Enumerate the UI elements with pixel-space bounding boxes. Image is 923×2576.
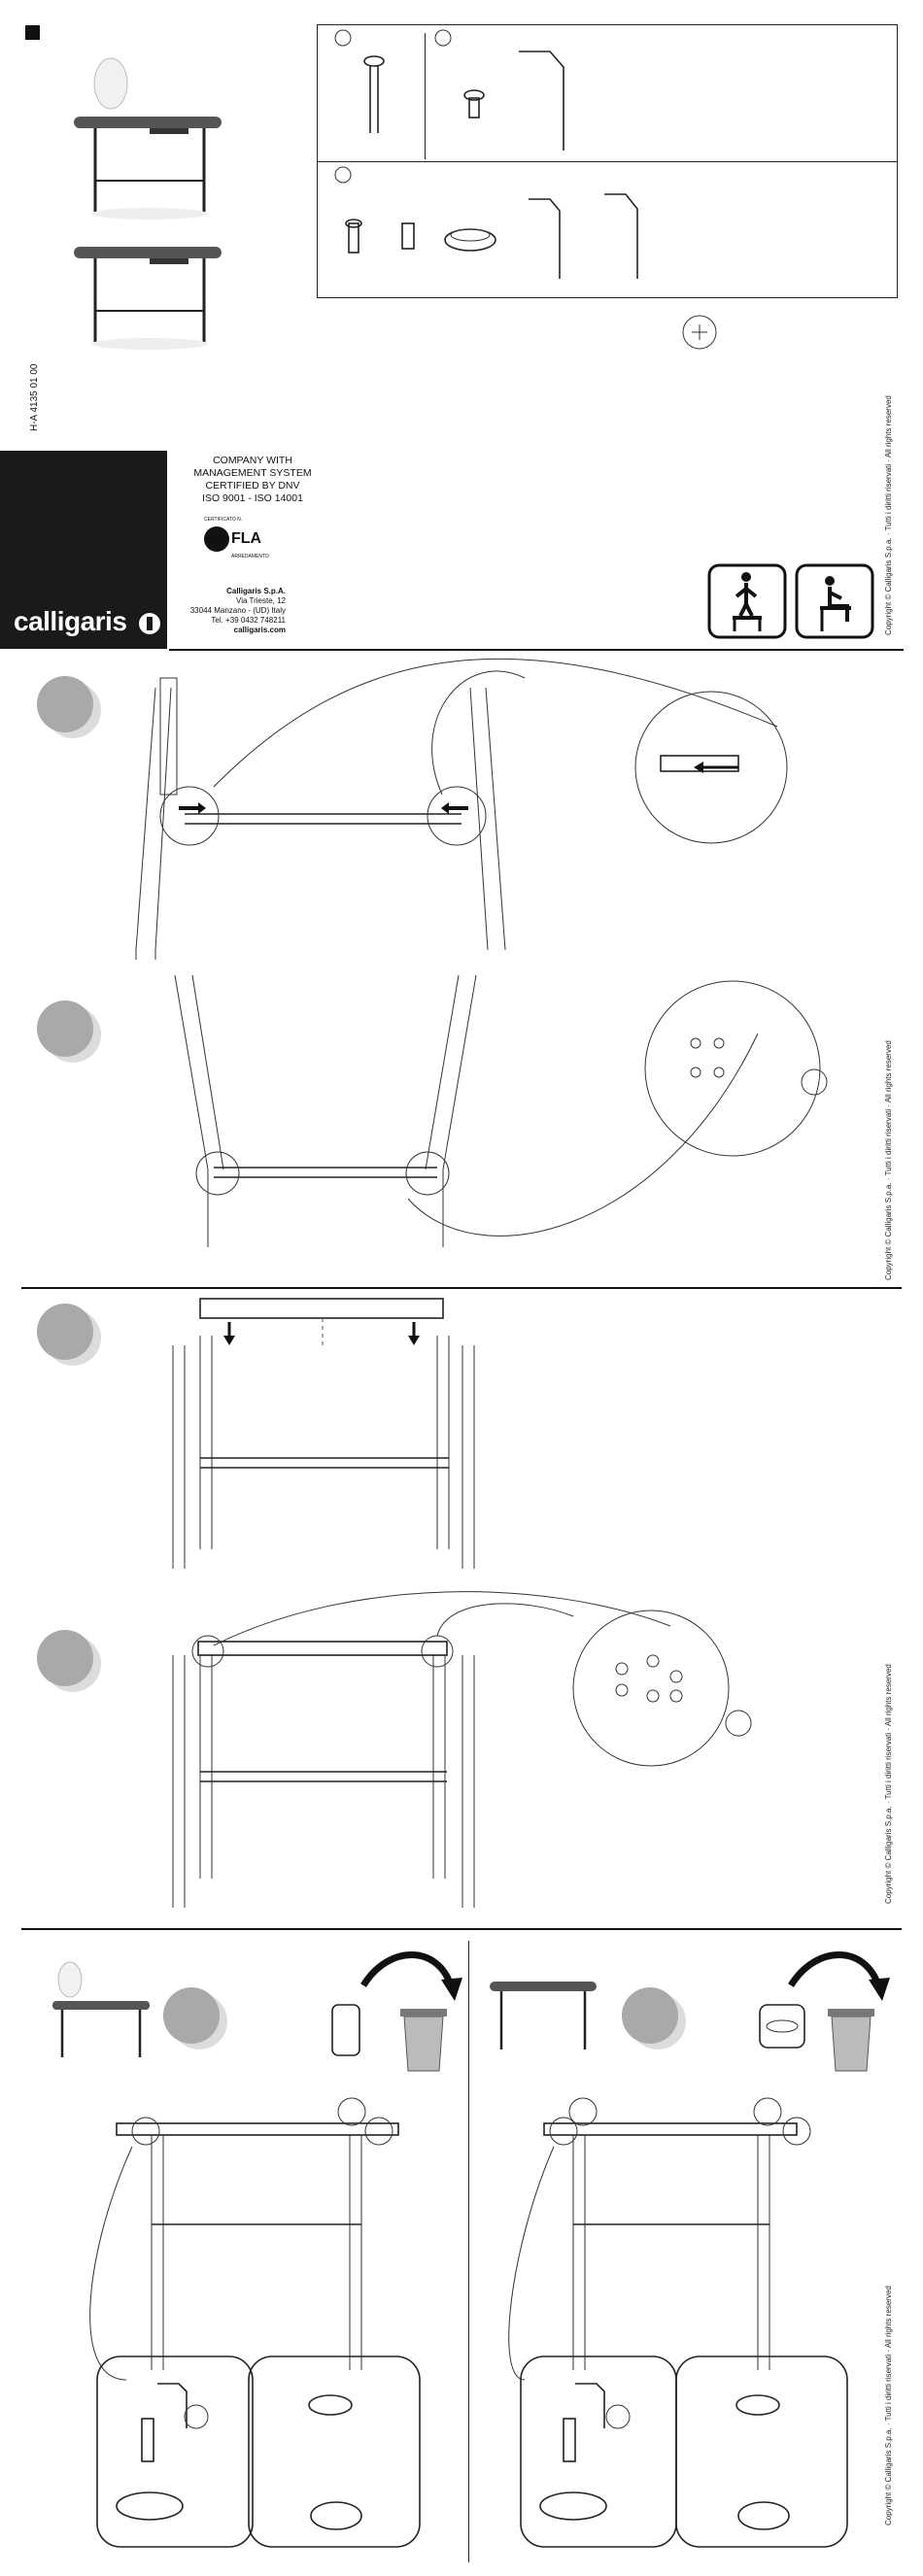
copyright-1: Copyright © Calligaris S.p.a. · Tutti i diritti riservati · All rights reserved <box>884 395 893 635</box>
corner-marker <box>25 25 40 40</box>
step6-diagram <box>486 2088 874 2564</box>
brand-logo-text: calligaris <box>14 606 127 636</box>
copyright-2: Copyright © Calligaris S.p.a. · Tutti i diritti riservati · All rights reserved <box>884 1040 893 1280</box>
section-divider-2 <box>21 1287 902 1289</box>
person-sitting-icon <box>795 563 874 639</box>
recycle-bin-icon <box>330 1950 466 2077</box>
step1-diagram <box>117 659 816 979</box>
product-illustration-desk <box>68 233 233 350</box>
step-marker-5 <box>163 1987 220 2044</box>
section-divider-1 <box>169 649 904 651</box>
fla-logo: CERTIFICATO N. FLA ARREDAMENTO <box>204 517 269 559</box>
tool-note-icon <box>680 313 719 352</box>
step-marker-2 <box>37 1000 93 1057</box>
brand-block <box>0 451 167 649</box>
recycle-bin-icon-2 <box>758 1950 894 2077</box>
bottom-left-product-vanity <box>49 1956 155 2063</box>
product-illustration-vanity <box>68 56 233 221</box>
step-marker-6 <box>622 1987 678 2044</box>
step-marker-3 <box>37 1304 93 1360</box>
document-code: H-A 4135 01 00 <box>29 363 40 431</box>
step4-diagram <box>155 1587 836 1917</box>
company-address: Calligaris S.p.A. Via Trieste, 12 33044 Manzano - (UD) Italy Tel. +39 0432 748211 calligaris.com <box>189 587 286 634</box>
bottom-right-product-desk <box>486 1976 602 2063</box>
copyright-3: Copyright © Calligaris S.p.a. · Tutti i diritti riservati · All rights reserved <box>884 1664 893 1904</box>
parts-illustrations <box>317 24 898 298</box>
certification-text: COMPANY WITH MANAGEMENT SYSTEM CERTIFIED BY DNV ISO 9001 - ISO 14001 <box>193 455 312 504</box>
step5-diagram <box>58 2088 466 2564</box>
section-divider-3 <box>21 1928 902 1930</box>
copyright-4: Copyright © Calligaris S.p.a. · Tutti i diritti riservati · All rights reserved <box>884 2286 893 2525</box>
section-divider-vertical <box>468 1941 469 2562</box>
person-standing-on-chair-icon <box>707 563 787 639</box>
step2-diagram <box>117 966 826 1276</box>
step3-diagram <box>155 1297 505 1588</box>
step-marker-4 <box>37 1630 93 1686</box>
step-marker-1 <box>37 676 93 732</box>
